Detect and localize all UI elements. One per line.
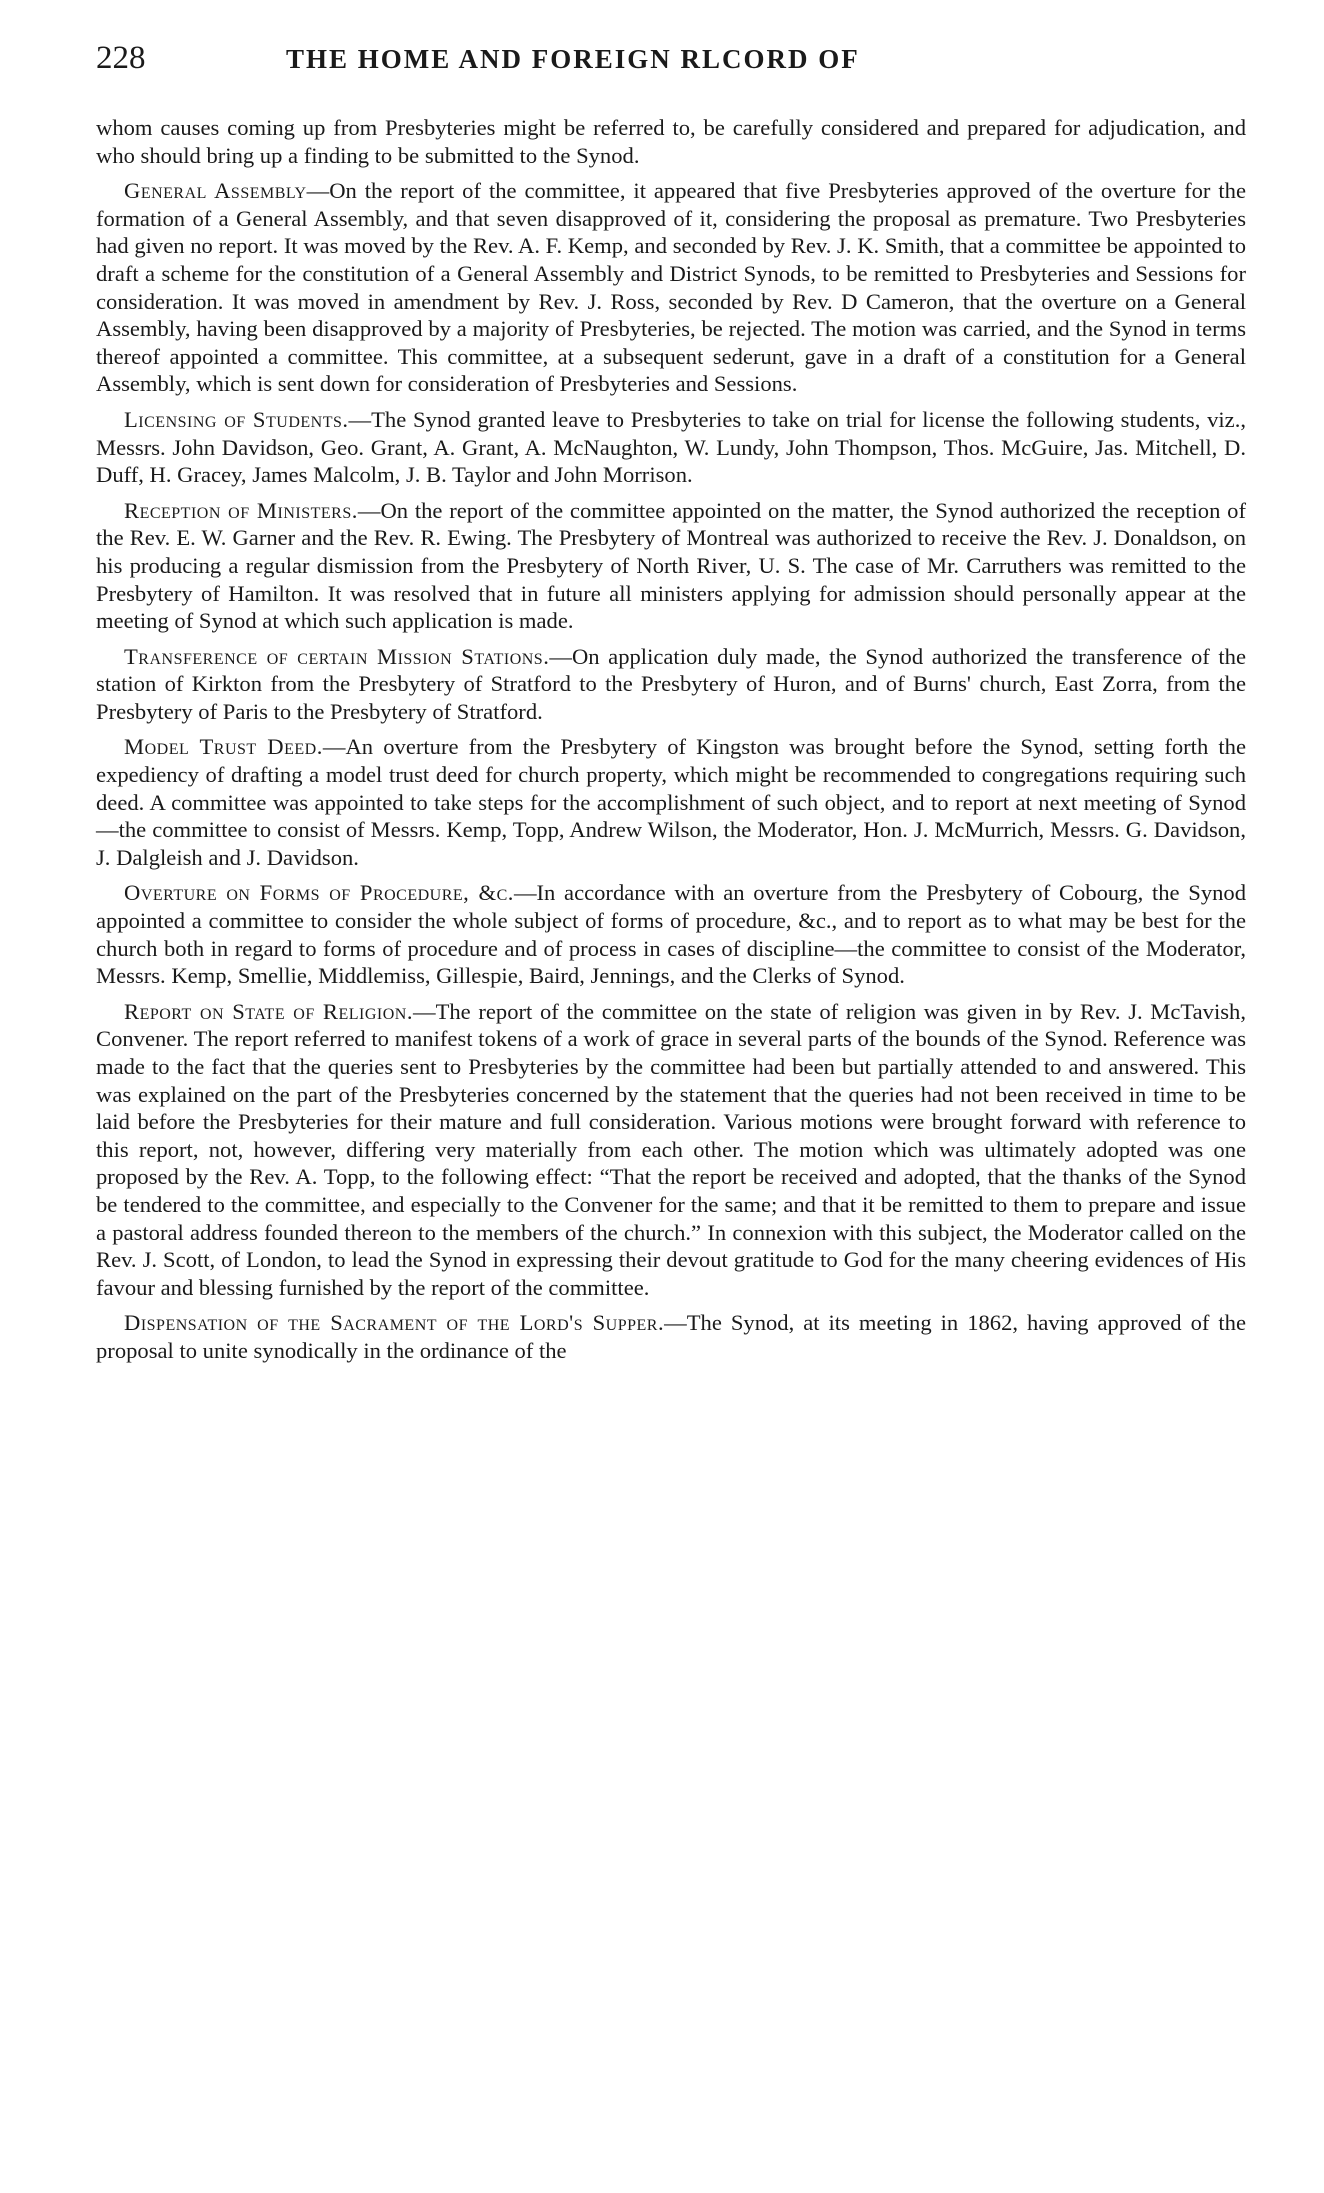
section-heading: Dispensation of the Sacrament of the Lord's Supper. — [124, 1310, 665, 1336]
paragraph-forms-of-procedure — [96, 879, 1246, 989]
running-head: THE HOME AND FOREIGN RLCORD OF — [286, 44, 860, 74]
paragraph-continuation — [96, 114, 1246, 169]
paragraph-text: —An overture from the Presbytery of Kingston was brought before the Synod, setting forth the expediency of drafting a model trust deed for church property, which might be recommended to congregations requiring such deed. A committee was appointed to take steps for the accomplishment of such object, and to report at next meeting of Synod—the committee to consist of Messrs. Kemp, Topp, Andrew Wilson, the Moderator, Hon. J. McMurrich, Messrs. G. Davidson, J. Dalgleish and J. Davidson. — [96, 734, 1246, 870]
paragraph-model-trust-deed — [96, 733, 1246, 871]
paragraph-reception-of-ministers — [96, 497, 1246, 635]
section-heading: Licensing of Students. — [124, 406, 349, 432]
section-heading: Overture on Forms of Procedure, &c. — [124, 880, 514, 906]
page-header — [96, 40, 1246, 100]
document-page — [96, 40, 1246, 1373]
paragraph-text: —On application duly made, the Synod authorized the transference of the station of Kirkton from the Presbytery of Stratford to the Presbytery of Huron, and of Burns' church, East Zorra, from the Presbytery of Paris to the Presbytery of Stratford. — [96, 643, 1246, 724]
paragraph-state-of-religion — [96, 998, 1246, 1302]
section-heading: Reception of Ministers. — [124, 497, 358, 523]
paragraph-general-assembly — [96, 177, 1246, 398]
paragraph-lords-supper — [96, 1309, 1246, 1364]
paragraph-text: —The Synod, at its meeting in 1862, having approved of the proposal to unite synodically in the ordinance of the — [96, 1310, 1246, 1363]
paragraph-text: —The report of the committee on the state of religion was given in by Rev. J. McTavish, Convener. The report referred to manifest tokens of a work of grace in several parts of the bounds of the Synod. Reference was made to the fact that the queries sent to Presbyteries by the committee had been but partially attended to and answered. This was explained on the part of the Presbyteries concerned by the statement that the queries had not been received in time to be laid before the Presbyteries for their mature and full consideration. Various motions were brought forward with reference to this report, not, however, differing very materially from each other. The motion which was ultimately adopted was one proposed by the Rev. A. Topp, to the following effect: “That the report be received and adopted, that the thanks of the Synod be tendered to the committee, and especially to the Convener for the same; and that it be remitted to them to prepare and issue a pastoral address founded thereon to the members of the church.” In connexion with this subject, the Moderator called on the Rev. J. Scott, of London, to lead the Synod in expressing their devout gratitude to God for the many cheering evidences of His favour and blessing furnished by the report of the committee. — [96, 998, 1246, 1300]
section-heading: Model Trust Deed. — [124, 734, 323, 760]
paragraph-text: —In accordance with an overture from the Presbytery of Cobourg, the Synod appointed a committee to consider the whole subject of forms of procedure, &c., and to report as to what may be best for the church both in regard to forms of procedure and of process in cases of discipline—the committee to consist of the Moderator, Messrs. Kemp, Smellie, Middlemiss, Gillespie, Baird, Jennings, and the Clerks of Synod. — [96, 880, 1247, 989]
article-body — [96, 114, 1246, 1365]
page-number: 228 — [96, 40, 146, 76]
section-heading: Transference of certain Mission Stations. — [124, 643, 550, 669]
paragraph-text: —The Synod granted leave to Presbyteries to take on trial for license the following students, viz., Messrs. John Davidson, Geo. Grant, A. Grant, A. McNaughton, W. Lundy, John Thompson, Thos. McGuire, Jas. Mitchell, D. Duff, H. Gracey, James Malcolm, J. B. Taylor and John Morrison. — [96, 406, 1247, 488]
paragraph-licensing-of-students — [96, 406, 1246, 489]
section-heading: Report on State of Religion. — [124, 998, 413, 1024]
paragraph-text: —On the report of the committee, it appeared that five Presbyteries approved of the overture for the formation of a General Assembly, and that seven disapproved of it, considering the proposal as premature. Two Presbyteries had given no report. It was moved by the Rev. A. F. Kemp, and seconded by Rev. J. K. Smith, that a committee be appointed to draft a scheme for the constitution of a General Assembly and District Synods, to be remitted to Presbyteries and Sessions for consideration. It was moved in amendment by Rev. J. Ross, seconded by Rev. D Cameron, that the overture on a General Assembly, having been disapproved by a majority of Presbyteries, be rejected. The motion was carried, and the Synod in terms thereof appointed a committee. This committee, at a subsequent sederunt, gave in a draft of a constitution for a General Assembly, which is sent down for consideration of Presbyteries and Sessions. — [96, 178, 1246, 397]
paragraph-text: whom causes coming up from Presbyteries might be referred to, be carefully considered and prepared for adjudication, and who should bring up a finding to be submitted to the Synod. — [96, 115, 1246, 168]
paragraph-transference-of-stations — [96, 643, 1246, 726]
section-heading: General Assembly — [124, 178, 307, 204]
paragraph-text: —On the report of the committee appointed on the matter, the Synod authorized the reception of the Rev. E. W. Garner and the Rev. R. Ewing. The Presbytery of Montreal was authorized to receive the Rev. J. Donaldson, on his producing a regular dismission from the Presbytery of North River, U. S. The case of Mr. Carruthers was remitted to the Presbytery of Hamilton. It was resolved that in future all ministers applying for admission should personally appear at the meeting of Synod at which such application is made. — [96, 497, 1246, 634]
